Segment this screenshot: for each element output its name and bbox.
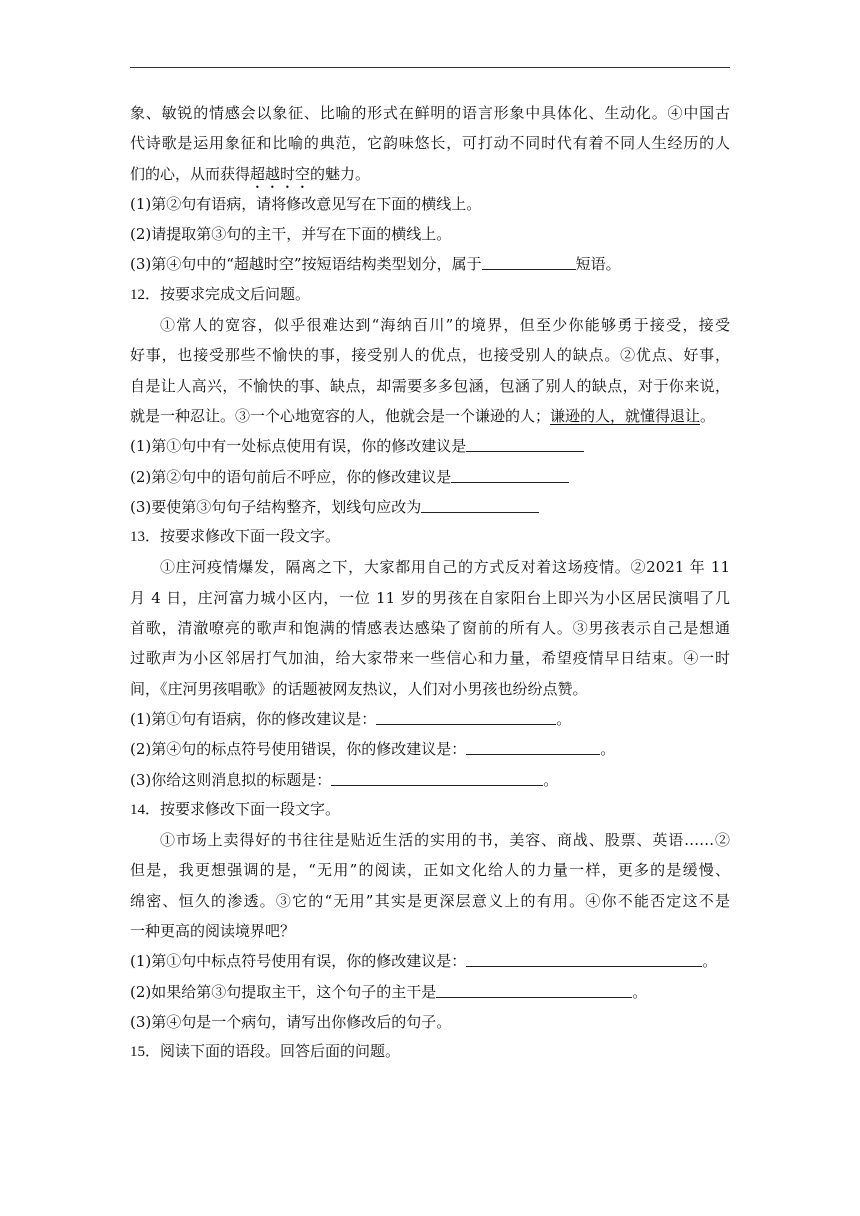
answer-blank[interactable] (451, 467, 569, 483)
question-title: 15．阅读下面的语段。回答后面的问题。 (130, 1044, 401, 1061)
question-title: 14．按要求修改下面一段文字。 (130, 801, 341, 818)
answer-blank[interactable] (331, 770, 543, 786)
answer-blank[interactable] (376, 709, 556, 725)
passage-line: 过歌声为小区邻居打气加油，给大家带来一些信心和力量，希望疫情早日结束。④一时 (130, 649, 730, 668)
sub-question: (2)如果给第③句提取主干，这个句子的主干是 。 (130, 982, 648, 1001)
sub-question: (1)第①句中标点符号使用有误，你的修改建议是： 。 (130, 952, 718, 971)
passage-line: 好事，也接受那些不愉快的事，接受别人的优点，也接受别人的缺点。②优点、好事， (130, 346, 730, 365)
sub-question: (3)要使第③句句子结构整齐，划线句应改为 (130, 492, 730, 522)
answer-blank[interactable] (482, 254, 576, 270)
answer-blank[interactable] (436, 982, 632, 998)
sub-question: (1)第②句有语病，请将修改意见写在下面的横线上。 (130, 194, 482, 213)
passage-line: ①常人的宽容，似乎很难达到“海纳百川”的境界，但至少你能够勇于接受，接受 (160, 316, 730, 335)
sub-question: (3)第④句中的“超越时空”按短语结构类型划分，属于 短语。 (130, 255, 621, 274)
passage-line: 就是一种忍让。③一个心地宽容的人，他就会是一个谦逊的人；谦逊的人，就懂得退让。 (130, 406, 716, 425)
answer-blank[interactable] (466, 739, 600, 755)
header-rule (130, 67, 730, 68)
sub-question: (3)第④句是一个病句，请写出你修改后的句子。 (130, 1012, 452, 1031)
passage-line: 象、敏锐的情感会以象征、比喻的形式在鲜明的语言形象中具体化、生动化。④中国古 (130, 104, 730, 122)
answer-blank[interactable] (421, 497, 539, 513)
passage-line: 代诗歌是运用象征和比喻的典范，它韵味悠长，可打动不同时代有着不同人生经历的人 (130, 134, 730, 153)
sub-question: (1)第①句有语病，你的修改建议是： 。 (130, 709, 572, 728)
document-content (130, 98, 730, 1068)
answer-blank[interactable] (466, 436, 584, 452)
emphasized-phrase: 超越时空 (250, 164, 311, 183)
underlined-sentence: 谦逊的人，就懂得退让 (550, 406, 701, 425)
passage-line: 月 4 日，庄河富力城小区内，一位 11 岁的男孩在自家阳台上即兴为小区居民演唱了几 (130, 588, 730, 607)
passage-line: 们的心，从而获得超越时空的魅力。 (130, 164, 371, 183)
sub-question: (2)第②句中的语句前后不呼应，你的修改建议是 (130, 462, 730, 492)
question-title: 12．按要求完成文后问题。 (130, 286, 311, 303)
sub-question: (3)你给这则消息拟的标题是： 。 (130, 770, 559, 789)
sub-question: (2)第④句的标点符号使用错误，你的修改建议是： 。 (130, 740, 616, 759)
passage-line: 一种更高的阅读境界吧？ (130, 922, 296, 941)
question-title: 13．按要求修改下面一段文字。 (130, 529, 341, 546)
passage-line: ①市场上卖得好的书往往是贴近生活的实用的书，美容、商战、股票、英语……② (160, 831, 730, 850)
passage-line: 自是让人高兴，不愉快的事、缺点，却需要多多包涵，包涵了别人的缺点，对于你来说， (130, 376, 730, 395)
sub-question: (2)请提取第③句的主干，并写在下面的横线上。 (130, 225, 452, 244)
passage-line: 首歌，清澈嘹亮的歌声和饱满的情感表达感染了窗前的所有人。③男孩表示自己是想通 (130, 619, 730, 638)
answer-blank[interactable] (466, 951, 702, 967)
passage-line: 但是，我更想强调的是，“无用”的阅读，正如文化给人的力量一样，更多的是缓慢、 (130, 861, 730, 880)
passage-line: 间，《庄河男孩唱歌》的话题被网友热议，人们对小男孩也纷纷点赞。 (130, 679, 588, 698)
passage-line: 绵密、恒久的渗透。③它的“无用”其实是更深层意义上的有用。④你不能否定这不是 (130, 891, 730, 910)
sub-question: (1)第①句中有一处标点使用有误，你的修改建议是 (130, 431, 730, 461)
passage-line: ①庄河疫情爆发，隔离之下，大家都用自己的方式反对着这场疫情。②2021 年 11 (160, 558, 730, 577)
